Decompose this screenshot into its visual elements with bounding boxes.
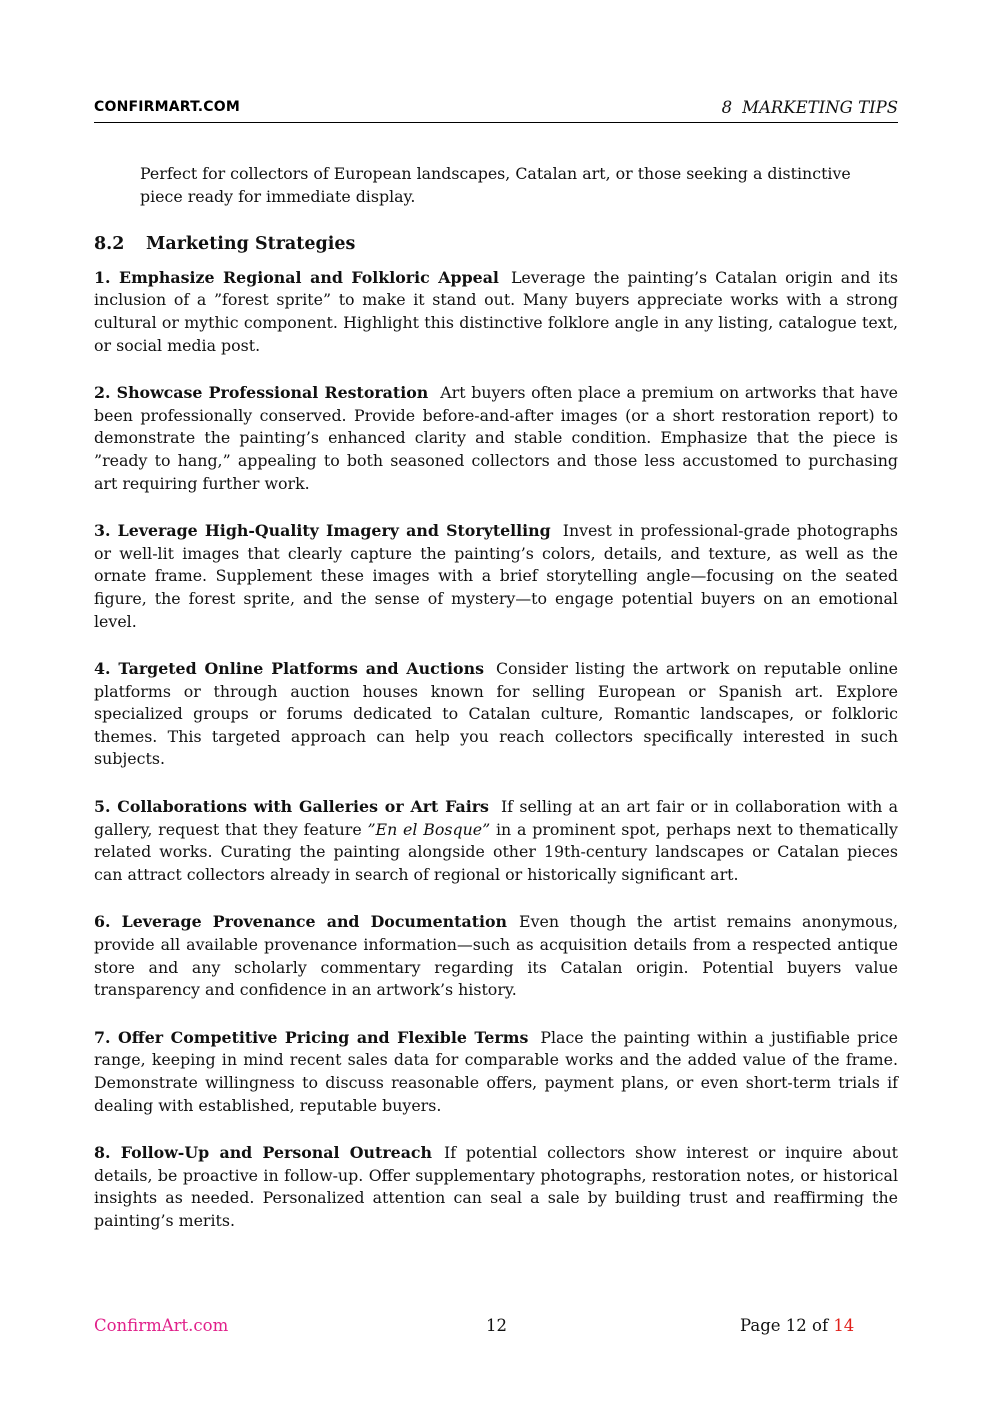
strategy-text: Consider listing the artwork on reputable online platforms or through auction houses known for selling European or Spanish art. Explore specialized groups or forums dedicated to Catalan culture, Romantic landscapes, or folkloric themes. This targeted approach can help you reach collectors specifically interested in such subjects. bbox=[94, 659, 898, 769]
footer-site-link[interactable]: ConfirmArt.com bbox=[94, 1316, 229, 1335]
strategy-item bbox=[94, 658, 898, 771]
strategy-item bbox=[94, 267, 898, 357]
strategy-title: 3. Leverage High-Quality Imagery and Storytelling bbox=[94, 521, 551, 541]
footer-page-count bbox=[740, 1316, 854, 1335]
strategy-text: Even though the artist remains anonymous, provide all available provenance information—such as acquisition details from a respected antique store and any scholarly commentary regarding its Catalan origin. Potential buyers value transparency and confidence in an artwork’s history. bbox=[94, 912, 898, 1000]
running-head-section-title: MARKETING TIPS bbox=[742, 98, 898, 117]
section-number: 8.2 bbox=[94, 234, 125, 255]
strategy-text: Leverage the painting’s Catalan origin and its inclusion of a ”forest sprite” to make it stand out. Many buyers appreciate works with a strong cultural or mythic component. Highlight this distinctive folklore angle in any listing, catalogue text, or social media post. bbox=[94, 267, 898, 355]
strategy-text: Art buyers often place a premium on artworks that have been professionally conserved. Provide before-and-after images (or a short restoration report) to demonstrate the painting’s enhanced clarity and stable condition. Emphasize that the piece is ”ready to hang,” appealing to both seasoned collectors and those less accustomed to purchasing art requiring further work. bbox=[94, 383, 898, 493]
strategy-item bbox=[94, 1142, 898, 1232]
strategy-text: in a prominent spot, perhaps next to thematically related works. Curating the painting alongside other 19th-century landscapes or Catalan pieces can attract collectors already in search of regional or historically significant art. bbox=[94, 819, 898, 884]
strategy-item bbox=[94, 382, 898, 495]
page-header bbox=[94, 98, 898, 123]
strategy-title: 1. Emphasize Regional and Folkloric Appeal bbox=[94, 267, 499, 287]
intro-paragraph: Perfect for collectors of European landscapes, Catalan art, or those seeking a distinctive piece ready for immediate display. bbox=[140, 164, 851, 206]
strategy-item bbox=[94, 796, 898, 886]
strategy-item bbox=[94, 520, 898, 633]
strategy-item bbox=[94, 911, 898, 1001]
strategy-title: 5. Collaborations with Galleries or Art Fairs bbox=[94, 797, 489, 817]
strategy-text: Invest in professional-grade photographs or well-lit images that clearly capture the painting’s colors, details, and texture, as well as the ornate frame. Supplement these images with a brief storytelling angle—focusing on the seated figure, the forest sprite, and the sense of mystery—to engage potential buyers on an emotional level. bbox=[94, 521, 898, 631]
strategy-title: 8. Follow-Up and Personal Outreach bbox=[94, 1143, 433, 1163]
confirmart-logo: CONFIRMART.COM bbox=[94, 99, 241, 115]
section-heading bbox=[94, 233, 898, 256]
strategy-title: 4. Targeted Online Platforms and Auctions bbox=[94, 659, 484, 679]
footer-page-label: Page 12 of bbox=[740, 1316, 829, 1335]
strategy-title: 7. Offer Competitive Pricing and Flexible Terms bbox=[94, 1027, 529, 1047]
artwork-title: ”En el Bosque” bbox=[367, 819, 491, 839]
section-title: Marketing Strategies bbox=[146, 234, 356, 255]
running-head-section-number: 8 bbox=[721, 98, 733, 117]
strategy-title: 2. Showcase Professional Restoration bbox=[94, 383, 429, 403]
strategy-title: 6. Leverage Provenance and Documentation bbox=[94, 912, 508, 932]
strategy-text: If selling at an art fair or in collaboration with a gallery, request that they feature bbox=[94, 797, 898, 839]
strategy-text: If potential collectors show interest or inquire about details, be proactive in follow-up. Offer supplementary photographs, restoration notes, or historical insights as needed. Personalized attention can seal a sale by building trust and reaffirming the painting’s merits. bbox=[94, 1143, 898, 1230]
page-content bbox=[94, 163, 898, 1258]
strategy-text: Place the painting within a justifiable price range, keeping in mind recent sales data for comparable works and the added value of the frame. Demonstrate willingness to discuss reasonable offers, payment plans, or even short-term trials if dealing with established, reputable buyers. bbox=[94, 1027, 898, 1115]
footer-page-number: 12 bbox=[486, 1316, 507, 1335]
running-head bbox=[722, 98, 898, 117]
strategy-item bbox=[94, 1027, 898, 1117]
footer-total-pages-link[interactable]: 14 bbox=[833, 1316, 855, 1335]
